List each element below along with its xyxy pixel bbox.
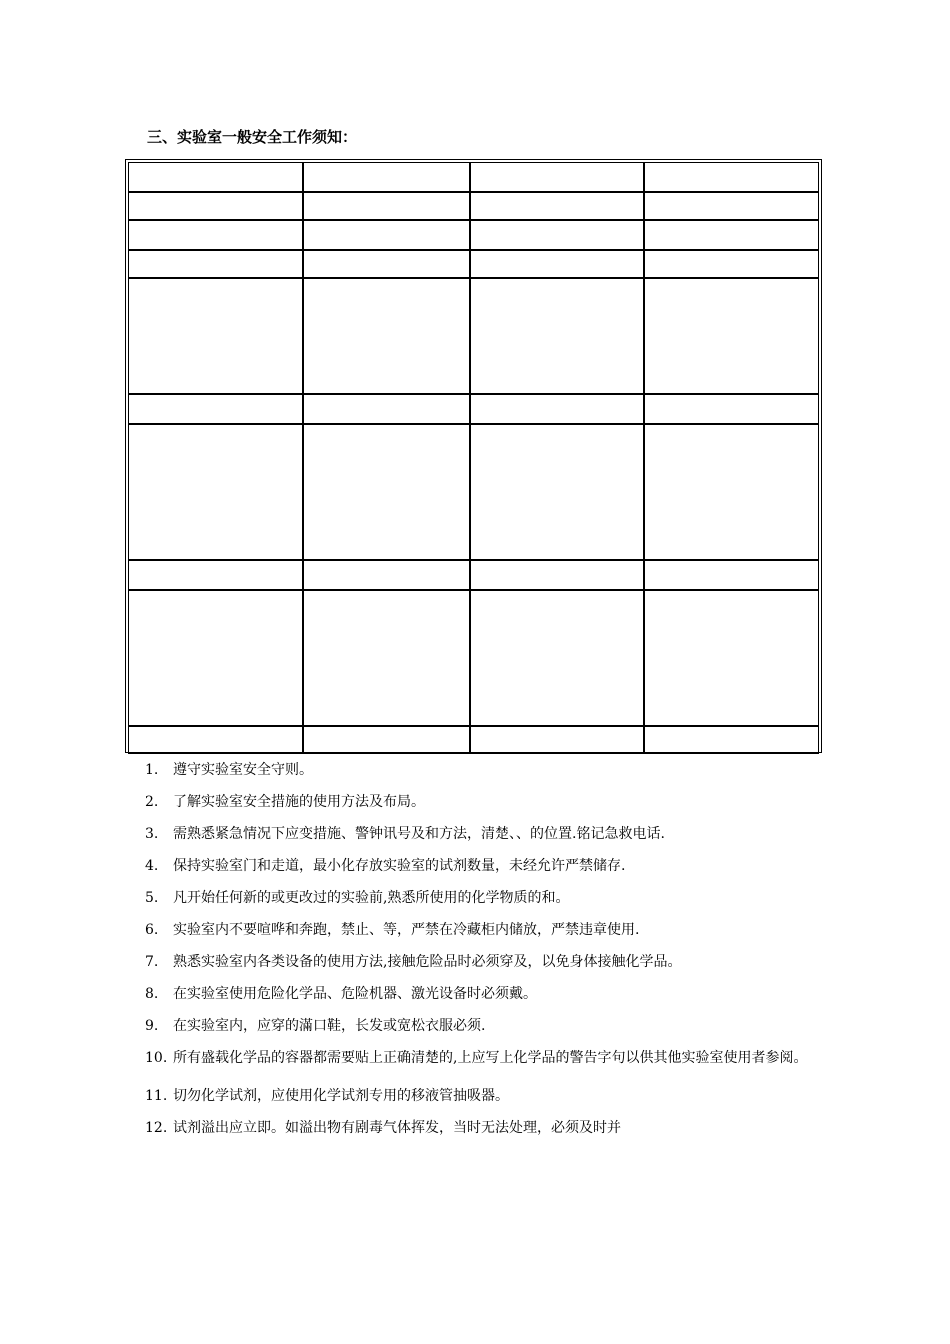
table-cell [128,162,303,192]
table-cell [644,278,819,394]
table-cell [303,162,470,192]
table-row [128,424,819,560]
list-item-number: 12. [145,1120,168,1136]
table-cell [644,560,819,590]
table-cell [303,424,470,560]
table-row [128,726,819,754]
table-row [128,192,819,220]
list-item [145,1118,825,1138]
table-cell [303,726,470,754]
list-item-text: 凡开始任何新的或更改过的实验前,熟悉所使用的化学物质的和。 [173,890,570,906]
table-cell [644,162,819,192]
list-item [145,1086,825,1106]
list-item-text: 了解实验室安全措施的使用方法及布局。 [173,794,425,810]
list-item-number: 6. [145,922,159,938]
table-row [128,220,819,250]
table-cell [128,278,303,394]
table-row [128,590,819,726]
list-item-text: 熟悉实验室内各类设备的使用方法,接触危险品时必须穿及，以免身体接触化学品。 [173,954,682,970]
list-item-number: 10. [145,1050,168,1066]
table-cell [470,162,644,192]
table-row [128,278,819,394]
list-item-number: 8. [145,986,159,1002]
list-item-number: 3. [145,826,159,842]
table-cell [644,394,819,424]
table-cell [128,220,303,250]
list-item-number: 5. [145,890,159,906]
list-item [145,952,825,972]
list-item-text: 在实验室内，应穿的滿口鞋，长发或宽松衣服必须. [173,1018,486,1034]
list-item [145,920,825,940]
table-cell [470,560,644,590]
table-cell [128,424,303,560]
list-item-text: 试剂溢出应立即。如溢出物有剧毒气体挥发，当时无法处理，必须及时并 [173,1120,621,1136]
list-item-number: 11. [145,1088,168,1104]
section-title: 三、实验室一般安全工作须知： [147,128,358,146]
list-item [145,856,825,876]
table-cell [470,424,644,560]
table-cell [303,560,470,590]
list-item-text: 遵守实验室安全守则。 [173,762,313,778]
list-item [145,824,825,844]
table-row [128,560,819,590]
table-row [128,162,819,192]
table-cell [128,394,303,424]
list-item [145,984,825,1004]
list-item [145,1042,825,1074]
list-item-number: 4. [145,858,159,874]
table-cell [470,394,644,424]
table-cell [303,192,470,220]
list-item-text: 保持实验室门和走道，最小化存放实验室的试剂数量，未经允许严禁储存. [173,858,626,874]
table-cell [470,278,644,394]
table-cell [644,424,819,560]
table-row [128,250,819,278]
list-item-text: 所有盛载化学品的容器都需要贴上正确清楚的,上应写上化学品的警告字句以供其他实验室使用者参阅。 [173,1050,808,1066]
table-cell [470,590,644,726]
table-cell [128,192,303,220]
table-cell [470,220,644,250]
table-cell [644,192,819,220]
list-item-number: 9. [145,1018,159,1034]
table-cell [644,250,819,278]
table-cell [470,250,644,278]
table-cell [303,278,470,394]
list-item-number: 2. [145,794,159,810]
empty-grid-table [128,162,819,754]
table-cell [644,590,819,726]
list-item-number: 1. [145,762,159,778]
empty-grid-table-frame [125,159,822,753]
list-item-number: 7. [145,954,159,970]
table-cell [303,220,470,250]
table-cell [303,250,470,278]
table-cell [128,560,303,590]
list-item [145,760,825,780]
table-cell [128,726,303,754]
table-row [128,394,819,424]
table-cell [128,250,303,278]
table-cell [303,394,470,424]
list-item [145,792,825,812]
list-item [145,1016,825,1036]
safety-rules-list [145,760,825,1138]
table-cell [128,590,303,726]
table-cell [644,726,819,754]
table-cell [470,192,644,220]
list-item-text: 实验室内不要喧哗和奔跑，禁止、等，严禁在冷藏柜内储放，严禁违章使用. [173,922,640,938]
table-cell [303,590,470,726]
list-item-text: 切勿化学试剂，应使用化学试剂专用的移液管抽吸器。 [173,1088,509,1104]
list-item-text: 在实验室使用危险化学品、危险机器、激光设备时必须戴。 [173,986,537,1002]
list-item [145,888,825,908]
table-cell [644,220,819,250]
list-item-text: 需熟悉紧急情况下应变措施、警钟讯号及和方法，清楚、、的位置.铭记急救电话. [173,826,665,842]
table-cell [470,726,644,754]
